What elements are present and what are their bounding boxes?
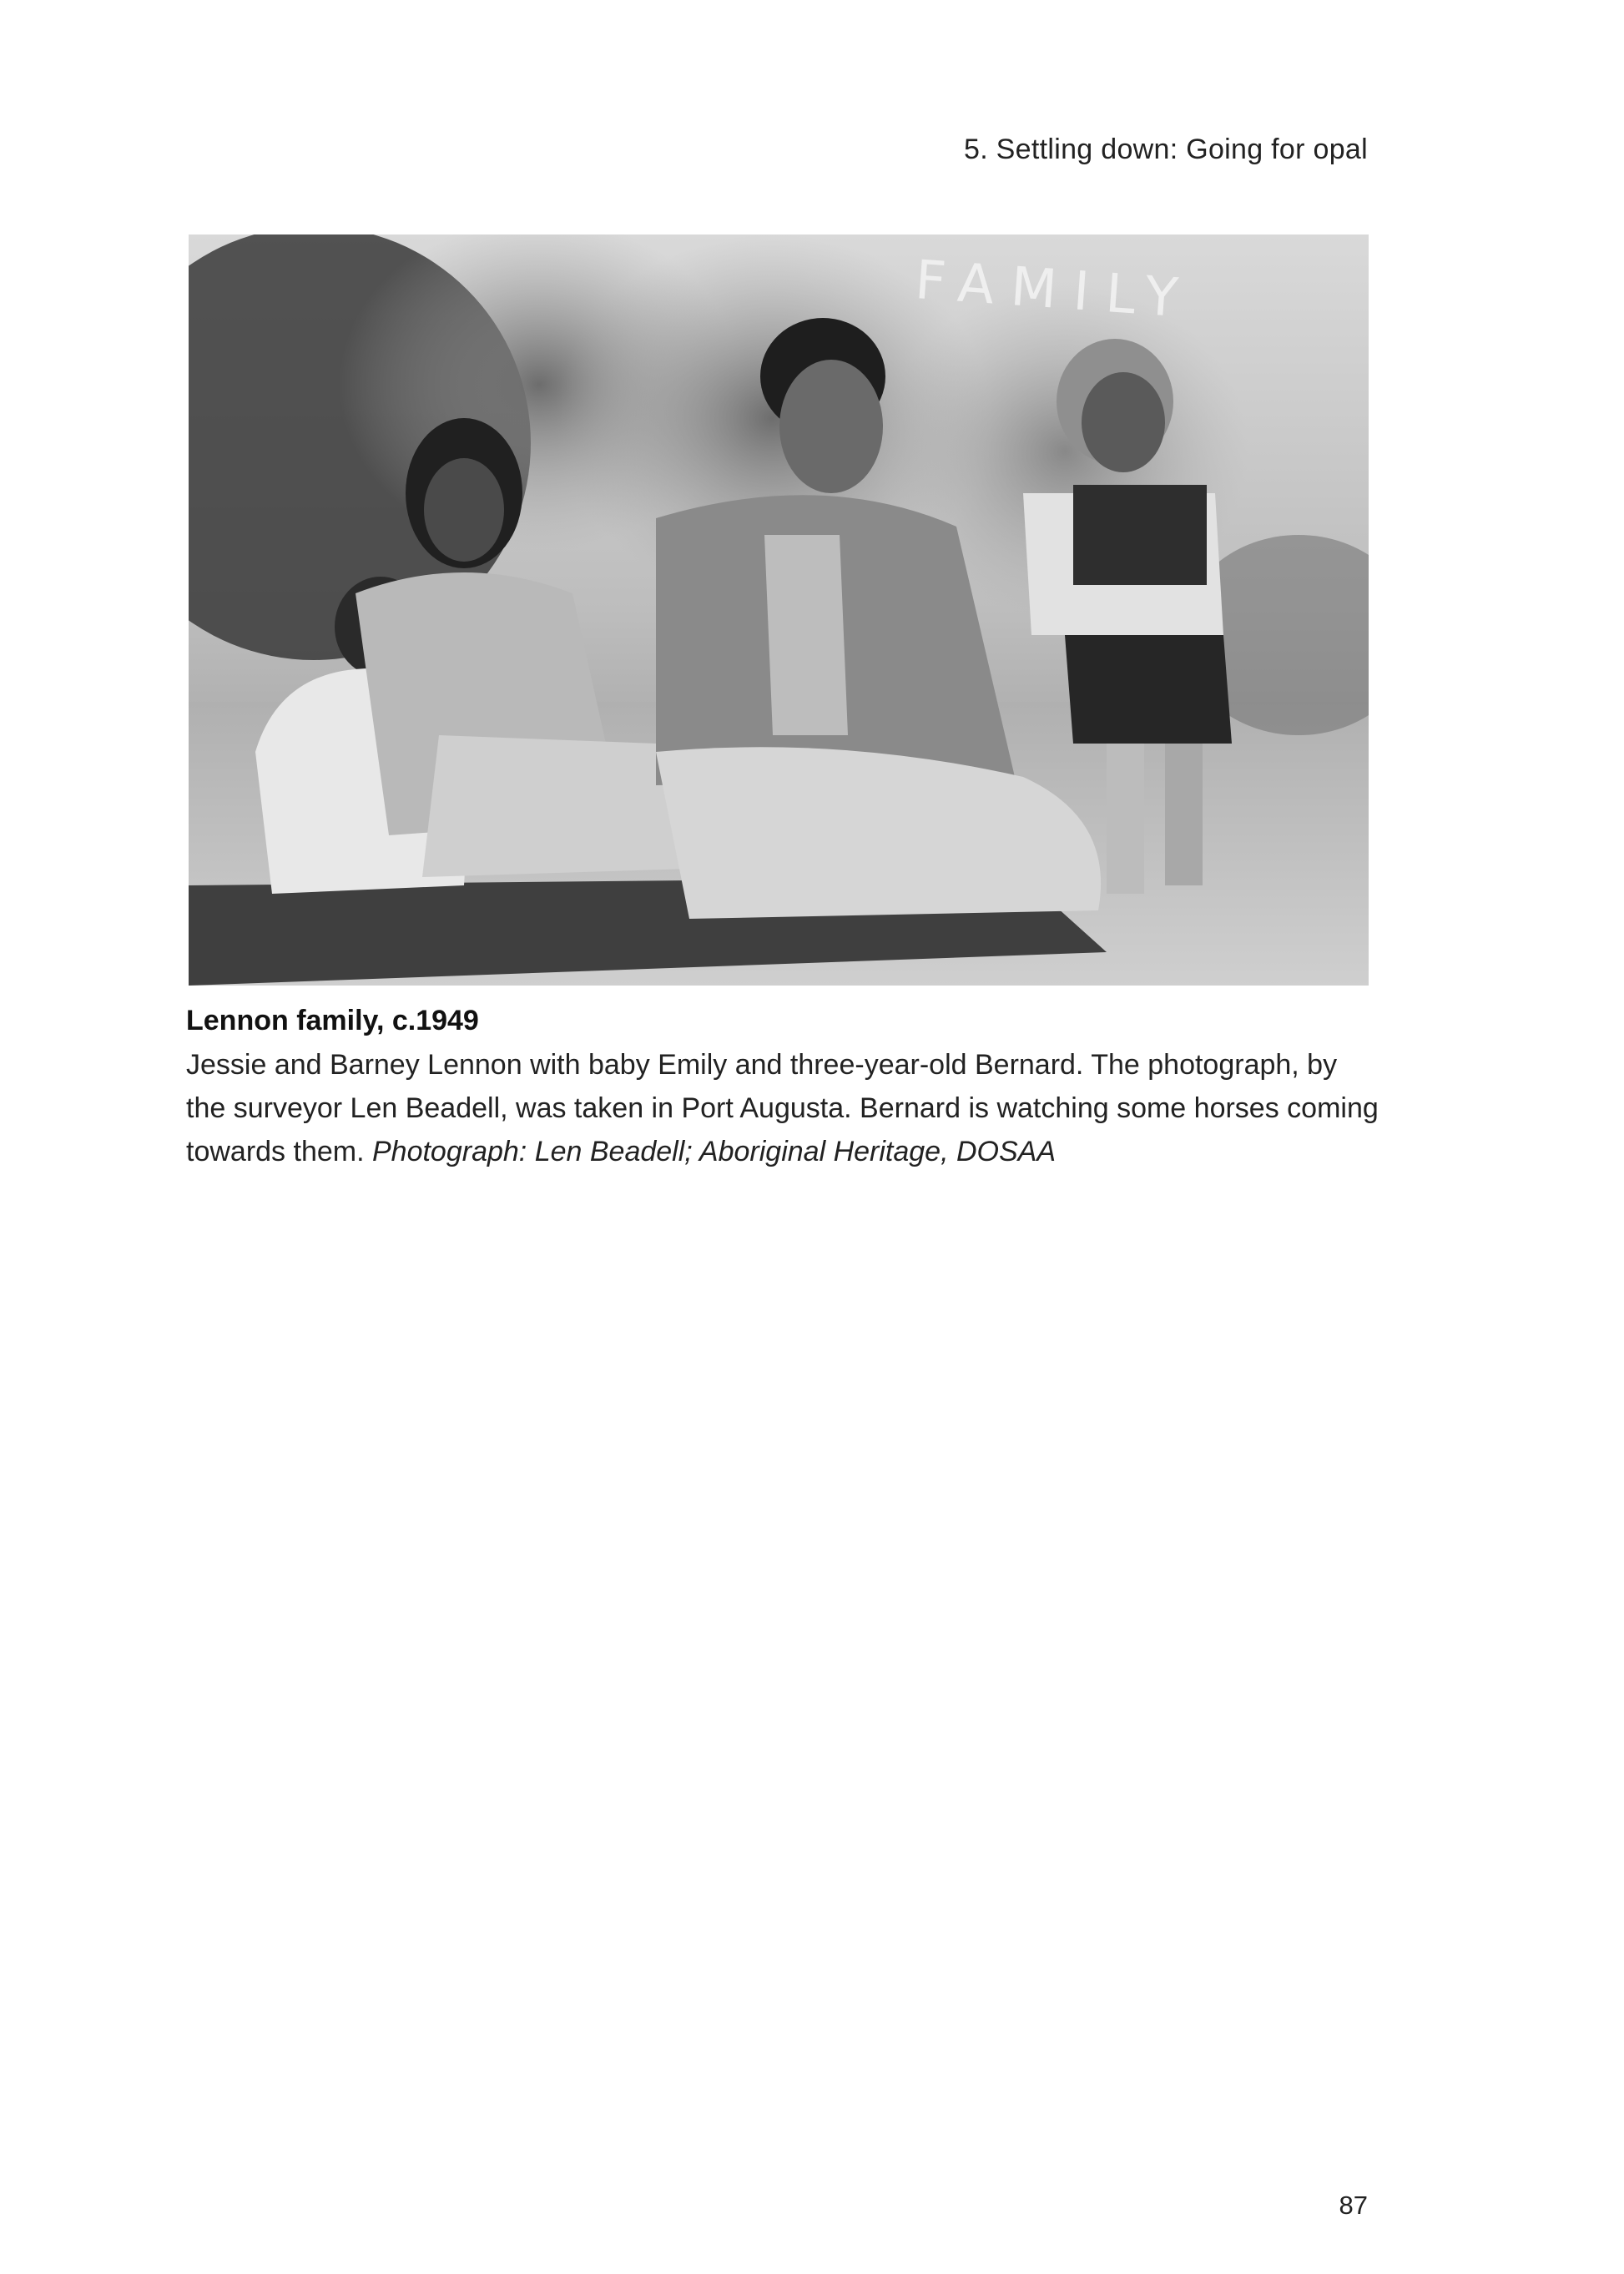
photo-inscription: FAMILY	[913, 250, 1197, 331]
caption-title: Lennon family, c.1949	[186, 1005, 479, 1036]
photo-illustration	[189, 234, 1369, 986]
page-number: 87	[1339, 2191, 1368, 2220]
caption-credit: Photograph: Len Beadell; Aboriginal Heritage, DOSAA	[371, 1136, 1057, 1167]
running-head: 5. Settling down: Going for opal	[963, 134, 1368, 165]
caption-description: Jessie and Barney Lennon with baby Emily and three-year-old Bernard. The photograph, by the surveyor Len Beadell, was taken in Port Augusta. Bernard is watching some horses coming towards them.	[186, 1049, 1379, 1167]
family-photograph	[189, 234, 1369, 986]
photo-caption	[186, 998, 1379, 1173]
caption-body	[186, 1043, 1379, 1173]
